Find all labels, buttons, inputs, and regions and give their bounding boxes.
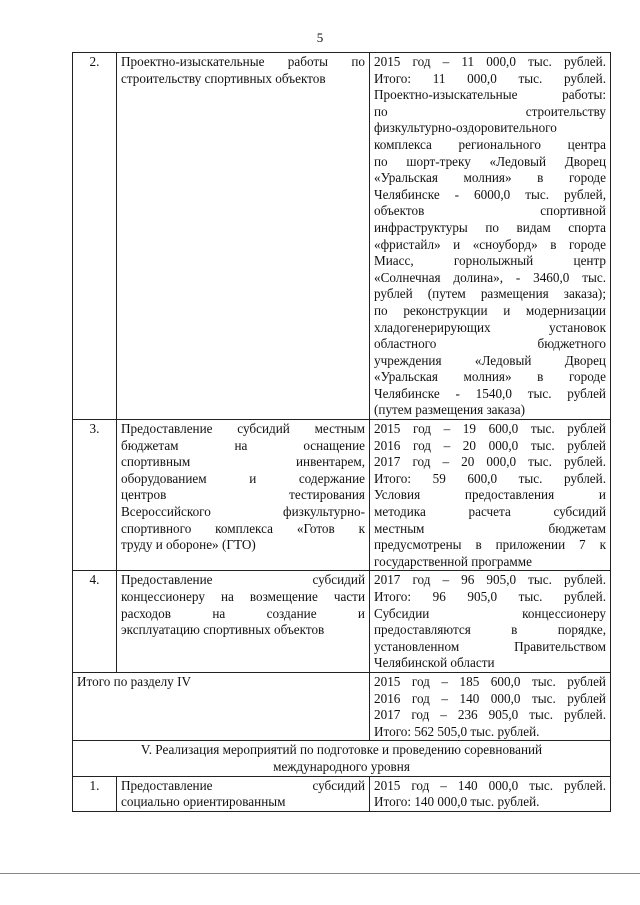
program-table <box>72 52 611 812</box>
text-line: концессионеру на возмещение части <box>121 589 365 604</box>
text-line: 2015 год – 19 600,0 тыс. рублей <box>374 421 606 437</box>
text-line: 2016 год – 140 000,0 тыс. рублей <box>374 690 606 706</box>
funding-cell <box>370 53 611 420</box>
text-line: учреждения «Ледовый Дворец <box>374 352 606 368</box>
text-line: методика расчета субсидий <box>374 504 606 520</box>
text-line: 2017 год – 20 000,0 тыс. рублей. <box>374 454 606 470</box>
text-line: 2015 год – 140 000,0 тыс. рублей. <box>374 777 606 793</box>
text-line: Челябинской области <box>374 655 495 671</box>
row-number: 2. <box>73 53 117 420</box>
text-line: спортивным инвентарем, <box>121 454 365 470</box>
text-line: рублей (путем размещения заказа); <box>374 286 606 302</box>
text-line: 2015 год – 185 600,0 тыс. рублей <box>374 673 606 689</box>
text-line: Проектно-изыскательные работы: <box>374 87 606 103</box>
text-line: Итого: 562 505,0 тыс. рублей. <box>374 723 540 739</box>
activity-name-cell <box>117 571 370 673</box>
text-line: физкультурно-оздоровительного <box>374 120 557 136</box>
text-line: «Уральская молния» в городе <box>374 170 606 186</box>
text-line: Челябинске - 1540,0 тыс. рублей <box>374 385 606 401</box>
text-line: Всероссийского физкультурно- <box>121 504 365 520</box>
section-total-values <box>370 672 611 740</box>
text-line: эксплуатацию спортивных объектов <box>121 622 325 638</box>
page-bottom-rule <box>0 873 640 874</box>
text-line: труду и обороне» (ГТО) <box>121 537 256 553</box>
text-line: центров тестирования <box>121 487 365 503</box>
table-row <box>73 53 611 420</box>
section-header-row <box>73 741 611 776</box>
text-line: по реконструкции и модернизации <box>374 302 606 318</box>
text-line: Итого: 140 000,0 тыс. рублей. <box>374 794 540 810</box>
text-line: Проектно-изыскательные работы по <box>121 54 365 69</box>
text-line: Итого: 59 600,0 тыс. рублей. <box>374 470 606 486</box>
table-row <box>73 776 611 811</box>
text-line: хладогенерирующих установок <box>374 319 606 335</box>
text-line: 2015 год – 11 000,0 тыс. рублей. <box>374 54 606 69</box>
activity-name-cell <box>117 776 370 811</box>
text-line: Челябинске - 6000,0 тыс. рублей, <box>374 186 606 202</box>
text-line: Субсидии концессионеру <box>374 605 606 621</box>
text-line: объектов спортивной <box>374 203 606 219</box>
text-line: 2017 год – 236 905,0 тыс. рублей. <box>374 707 606 723</box>
activity-name-cell <box>117 53 370 420</box>
text-line: оборудованием и содержание <box>121 470 365 486</box>
text-line: областного бюджетного <box>374 336 606 352</box>
text-line: строительству спортивных объектов <box>121 70 326 86</box>
text-line: местным бюджетам <box>374 520 606 536</box>
text-line: Предоставление субсидий <box>121 572 365 588</box>
row-number: 3. <box>73 420 117 571</box>
text-line: Предоставление субсидий местным <box>121 421 365 437</box>
text-line: Предоставление субсидий <box>121 777 365 793</box>
text-line: Итого: 11 000,0 тыс. рублей. <box>374 70 606 86</box>
text-line: бюджетам на оснащение <box>121 437 365 453</box>
text-line: предусмотрены в приложении 7 к <box>374 537 606 553</box>
text-line: международного уровня <box>273 758 410 774</box>
text-line: Условия предоставления и <box>374 487 606 503</box>
section-heading <box>73 741 611 776</box>
text-line: «Уральская молния» в городе <box>374 369 606 385</box>
activity-name-cell <box>117 420 370 571</box>
text-line: «фристайл» и «сноуборд» в городе <box>374 236 606 252</box>
section-total-label: Итого по разделу IV <box>73 672 370 740</box>
text-line: государственной программе <box>374 553 532 569</box>
table-row <box>73 420 611 571</box>
text-line: Миасс, горнолыжный центр <box>374 253 606 269</box>
section-total-row <box>73 672 611 740</box>
funding-cell <box>370 571 611 673</box>
text-line: по шорт-треку «Ледовый Дворец <box>374 153 606 169</box>
page-number: 5 <box>316 30 324 45</box>
row-number: 1. <box>73 776 117 811</box>
text-line: спортивного комплекса «Готов к <box>121 520 365 536</box>
text-line: 2016 год – 20 000,0 тыс. рублей <box>374 437 606 453</box>
text-line: предоставляются в порядке, <box>374 622 606 638</box>
funding-cell <box>370 420 611 571</box>
text-line: социально ориентированным <box>121 794 286 810</box>
funding-cell <box>370 776 611 811</box>
text-line: по строительству <box>374 103 606 119</box>
text-line: Итого: 96 905,0 тыс. рублей. <box>374 589 606 604</box>
text-line: комплекса регионального центра <box>374 136 606 152</box>
table-row <box>73 571 611 673</box>
text-line: «Солнечная долина», - 3460,0 тыс. <box>374 269 606 285</box>
text-line: 2017 год – 96 905,0 тыс. рублей. <box>374 572 606 588</box>
text-line: расходов на создание и <box>121 605 365 621</box>
row-number: 4. <box>73 571 117 673</box>
text-line: установленном Правительством <box>374 638 606 654</box>
text-line: (путем размещения заказа) <box>374 402 526 418</box>
text-line: V. Реализация мероприятий по подготовке и проведению соревнований <box>140 742 543 758</box>
text-line: инфраструктуры по видам спорта <box>374 219 606 235</box>
